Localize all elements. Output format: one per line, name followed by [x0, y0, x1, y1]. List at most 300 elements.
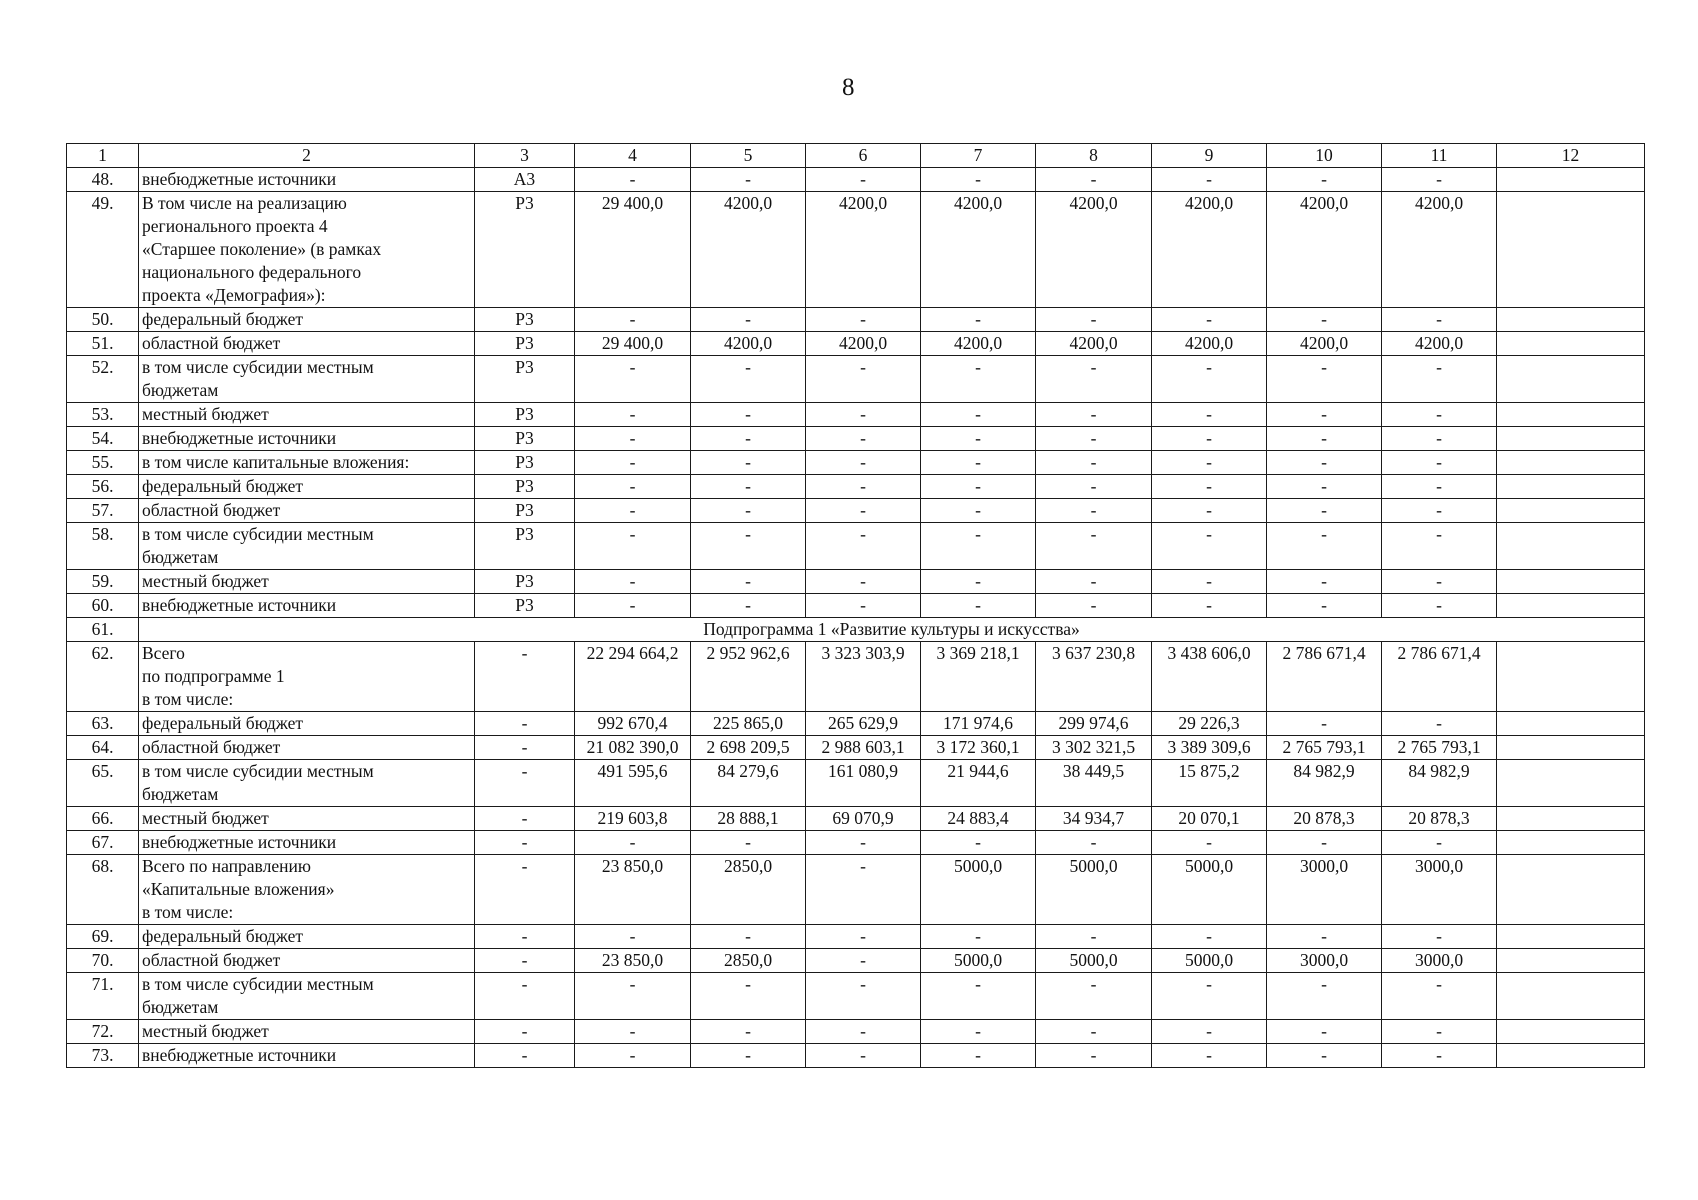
value-cell: 2 786 671,4 — [1382, 642, 1497, 712]
value-cell: - — [1382, 594, 1497, 618]
row-number: 66. — [67, 807, 139, 831]
value-cell: - — [1036, 475, 1152, 499]
value-cell: - — [1382, 1020, 1497, 1044]
value-cell: - — [921, 1020, 1036, 1044]
column-12-cell — [1497, 499, 1645, 523]
column-12-cell — [1497, 1044, 1645, 1068]
row-name: В том числе на реализацию регионального проекта 4 «Старшее поколение» (в рамках национального федерального проекта «Демография»): — [139, 192, 475, 308]
value-cell: - — [691, 570, 806, 594]
value-cell: - — [691, 308, 806, 332]
value-cell: - — [691, 1044, 806, 1068]
row-code: - — [475, 736, 575, 760]
value-cell: 3000,0 — [1267, 855, 1382, 925]
row-number: 70. — [67, 949, 139, 973]
value-cell: - — [1036, 925, 1152, 949]
value-cell: - — [1152, 427, 1267, 451]
value-cell: - — [575, 475, 691, 499]
column-12-cell — [1497, 427, 1645, 451]
value-cell: - — [575, 403, 691, 427]
value-cell: - — [575, 523, 691, 570]
value-cell: 29 400,0 — [575, 192, 691, 308]
table-row — [67, 523, 1645, 570]
value-cell: 29 226,3 — [1152, 712, 1267, 736]
value-cell: - — [1382, 451, 1497, 475]
row-name: внебюджетные источники — [139, 1044, 475, 1068]
row-number: 60. — [67, 594, 139, 618]
row-name: областной бюджет — [139, 949, 475, 973]
value-cell: - — [575, 168, 691, 192]
value-cell: - — [1267, 475, 1382, 499]
value-cell: - — [691, 403, 806, 427]
row-name: местный бюджет — [139, 807, 475, 831]
value-cell: - — [1152, 570, 1267, 594]
row-code: - — [475, 1044, 575, 1068]
value-cell: - — [921, 308, 1036, 332]
value-cell: 4200,0 — [806, 332, 921, 356]
value-cell: 5000,0 — [1152, 855, 1267, 925]
value-cell: 34 934,7 — [1036, 807, 1152, 831]
value-cell: 4200,0 — [691, 332, 806, 356]
value-cell: 2850,0 — [691, 949, 806, 973]
value-cell: - — [691, 973, 806, 1020]
row-name: в том числе субсидии местным бюджетам — [139, 356, 475, 403]
value-cell: - — [1036, 403, 1152, 427]
value-cell: - — [1382, 712, 1497, 736]
value-cell: 4200,0 — [921, 332, 1036, 356]
value-cell: - — [1382, 523, 1497, 570]
value-cell: - — [1267, 831, 1382, 855]
table-row — [67, 192, 1645, 308]
value-cell: - — [1036, 523, 1152, 570]
value-cell: 4200,0 — [921, 192, 1036, 308]
table-row — [67, 168, 1645, 192]
value-cell: - — [921, 168, 1036, 192]
value-cell: - — [1152, 168, 1267, 192]
value-cell: - — [1152, 1044, 1267, 1068]
table-row — [67, 1020, 1645, 1044]
column-12-cell — [1497, 642, 1645, 712]
value-cell: - — [691, 356, 806, 403]
header-cell: 9 — [1152, 144, 1267, 168]
header-cell: 8 — [1036, 144, 1152, 168]
column-12-cell — [1497, 973, 1645, 1020]
value-cell: - — [1152, 1020, 1267, 1044]
page-number-text: 8 — [842, 74, 855, 101]
value-cell: - — [1382, 427, 1497, 451]
row-number: 64. — [67, 736, 139, 760]
row-code: - — [475, 807, 575, 831]
value-cell: - — [1267, 308, 1382, 332]
value-cell: - — [1036, 499, 1152, 523]
value-cell: 3000,0 — [1382, 949, 1497, 973]
row-code: Р3 — [475, 427, 575, 451]
value-cell: - — [1267, 712, 1382, 736]
column-12-cell — [1497, 451, 1645, 475]
value-cell: - — [921, 451, 1036, 475]
value-cell: - — [1152, 403, 1267, 427]
row-number: 57. — [67, 499, 139, 523]
value-cell: 38 449,5 — [1036, 760, 1152, 807]
value-cell: 3 369 218,1 — [921, 642, 1036, 712]
value-cell: - — [575, 451, 691, 475]
value-cell: - — [575, 1020, 691, 1044]
value-cell: 4200,0 — [1152, 332, 1267, 356]
row-number: 62. — [67, 642, 139, 712]
row-number: 68. — [67, 855, 139, 925]
value-cell: - — [575, 1044, 691, 1068]
value-cell: - — [921, 403, 1036, 427]
row-name: внебюджетные источники — [139, 168, 475, 192]
row-code: Р3 — [475, 308, 575, 332]
value-cell: - — [806, 523, 921, 570]
value-cell: 69 070,9 — [806, 807, 921, 831]
value-cell: - — [691, 499, 806, 523]
value-cell: - — [1267, 594, 1382, 618]
value-cell: 992 670,4 — [575, 712, 691, 736]
value-cell: 171 974,6 — [921, 712, 1036, 736]
value-cell: - — [1036, 1044, 1152, 1068]
value-cell: - — [806, 1020, 921, 1044]
table-row — [67, 451, 1645, 475]
row-code: А3 — [475, 168, 575, 192]
value-cell: - — [691, 427, 806, 451]
value-cell: 299 974,6 — [1036, 712, 1152, 736]
column-12-cell — [1497, 736, 1645, 760]
value-cell: 4200,0 — [1152, 192, 1267, 308]
value-cell: 28 888,1 — [691, 807, 806, 831]
column-12-cell — [1497, 168, 1645, 192]
value-cell: - — [1152, 499, 1267, 523]
value-cell: 21 944,6 — [921, 760, 1036, 807]
row-number: 51. — [67, 332, 139, 356]
value-cell: - — [1036, 973, 1152, 1020]
row-name: местный бюджет — [139, 570, 475, 594]
value-cell: 22 294 664,2 — [575, 642, 691, 712]
value-cell: - — [1152, 594, 1267, 618]
row-code: Р3 — [475, 475, 575, 499]
value-cell: - — [1152, 973, 1267, 1020]
value-cell: - — [575, 594, 691, 618]
row-number: 52. — [67, 356, 139, 403]
row-name: в том числе субсидии местным бюджетам — [139, 973, 475, 1020]
value-cell: - — [921, 475, 1036, 499]
value-cell: - — [691, 594, 806, 618]
column-12-cell — [1497, 403, 1645, 427]
row-code: - — [475, 642, 575, 712]
row-number: 61. — [67, 618, 139, 642]
column-12-cell — [1497, 308, 1645, 332]
header-cell: 5 — [691, 144, 806, 168]
value-cell: - — [806, 925, 921, 949]
value-cell: 265 629,9 — [806, 712, 921, 736]
header-cell: 12 — [1497, 144, 1645, 168]
value-cell: - — [1382, 1044, 1497, 1068]
column-12-cell — [1497, 594, 1645, 618]
value-cell: - — [1036, 594, 1152, 618]
value-cell: 2 698 209,5 — [691, 736, 806, 760]
table-row — [67, 308, 1645, 332]
value-cell: - — [1267, 499, 1382, 523]
row-code: Р3 — [475, 356, 575, 403]
row-number: 48. — [67, 168, 139, 192]
value-cell: 84 982,9 — [1382, 760, 1497, 807]
value-cell: 161 080,9 — [806, 760, 921, 807]
value-cell: - — [921, 427, 1036, 451]
table-row — [67, 973, 1645, 1020]
row-code: - — [475, 855, 575, 925]
value-cell: - — [921, 523, 1036, 570]
row-code: Р3 — [475, 332, 575, 356]
row-code: - — [475, 712, 575, 736]
value-cell: 219 603,8 — [575, 807, 691, 831]
row-name: Всего по подпрограмме 1 в том числе: — [139, 642, 475, 712]
row-number: 50. — [67, 308, 139, 332]
row-number: 54. — [67, 427, 139, 451]
value-cell: - — [921, 973, 1036, 1020]
table-row — [67, 855, 1645, 925]
value-cell: - — [806, 973, 921, 1020]
value-cell: 15 875,2 — [1152, 760, 1267, 807]
value-cell: - — [921, 570, 1036, 594]
table-row — [67, 736, 1645, 760]
value-cell: - — [1267, 427, 1382, 451]
value-cell: 3 389 309,6 — [1152, 736, 1267, 760]
column-12-cell — [1497, 332, 1645, 356]
row-name: в том числе субсидии местным бюджетам — [139, 760, 475, 807]
value-cell: - — [1036, 1020, 1152, 1044]
row-number: 58. — [67, 523, 139, 570]
value-cell: - — [1382, 475, 1497, 499]
value-cell: - — [806, 168, 921, 192]
row-name: в том числе капитальные вложения: — [139, 451, 475, 475]
value-cell: 4200,0 — [1267, 332, 1382, 356]
row-number: 69. — [67, 925, 139, 949]
value-cell: 21 082 390,0 — [575, 736, 691, 760]
row-name: федеральный бюджет — [139, 308, 475, 332]
value-cell: - — [1267, 523, 1382, 570]
value-cell: 491 595,6 — [575, 760, 691, 807]
value-cell: - — [1267, 1020, 1382, 1044]
value-cell: - — [921, 356, 1036, 403]
header-cell: 2 — [139, 144, 475, 168]
row-number: 49. — [67, 192, 139, 308]
value-cell: 4200,0 — [1036, 192, 1152, 308]
value-cell: 20 878,3 — [1382, 807, 1497, 831]
value-cell: - — [575, 356, 691, 403]
value-cell: - — [691, 831, 806, 855]
row-name: федеральный бюджет — [139, 712, 475, 736]
value-cell: 23 850,0 — [575, 855, 691, 925]
row-code: - — [475, 760, 575, 807]
value-cell: - — [806, 356, 921, 403]
value-cell: - — [1152, 356, 1267, 403]
row-code: - — [475, 831, 575, 855]
value-cell: - — [806, 403, 921, 427]
value-cell: - — [806, 1044, 921, 1068]
row-code: - — [475, 973, 575, 1020]
row-name: местный бюджет — [139, 1020, 475, 1044]
value-cell: - — [1152, 475, 1267, 499]
value-cell: - — [575, 427, 691, 451]
header-cell: 10 — [1267, 144, 1382, 168]
table-row — [67, 925, 1645, 949]
column-12-cell — [1497, 523, 1645, 570]
row-number: 72. — [67, 1020, 139, 1044]
value-cell: 3 438 606,0 — [1152, 642, 1267, 712]
value-cell: 3 323 303,9 — [806, 642, 921, 712]
value-cell: 5000,0 — [921, 855, 1036, 925]
value-cell: - — [806, 451, 921, 475]
table-row — [67, 332, 1645, 356]
row-name: областной бюджет — [139, 332, 475, 356]
value-cell: 20 878,3 — [1267, 807, 1382, 831]
row-code: Р3 — [475, 451, 575, 475]
column-12-cell — [1497, 712, 1645, 736]
value-cell: - — [691, 451, 806, 475]
table-row — [67, 618, 1645, 642]
row-number: 56. — [67, 475, 139, 499]
value-cell: - — [575, 308, 691, 332]
value-cell: - — [1382, 831, 1497, 855]
column-12-cell — [1497, 807, 1645, 831]
table-row — [67, 499, 1645, 523]
value-cell: 2 765 793,1 — [1382, 736, 1497, 760]
value-cell: 29 400,0 — [575, 332, 691, 356]
row-name: в том числе субсидии местным бюджетам — [139, 523, 475, 570]
table-body — [67, 144, 1645, 1068]
column-12-cell — [1497, 475, 1645, 499]
value-cell: - — [1382, 356, 1497, 403]
row-name: местный бюджет — [139, 403, 475, 427]
row-name: федеральный бюджет — [139, 475, 475, 499]
value-cell: - — [1267, 925, 1382, 949]
value-cell: - — [691, 523, 806, 570]
value-cell: - — [1267, 168, 1382, 192]
row-number: 63. — [67, 712, 139, 736]
value-cell: - — [1267, 403, 1382, 427]
value-cell: - — [1152, 925, 1267, 949]
value-cell: - — [921, 1044, 1036, 1068]
value-cell: - — [921, 925, 1036, 949]
table-row — [67, 642, 1645, 712]
value-cell: - — [575, 831, 691, 855]
value-cell: 4200,0 — [691, 192, 806, 308]
value-cell: 2 988 603,1 — [806, 736, 921, 760]
row-name: внебюджетные источники — [139, 594, 475, 618]
header-cell: 7 — [921, 144, 1036, 168]
value-cell: 2 952 962,6 — [691, 642, 806, 712]
value-cell: 4200,0 — [1382, 192, 1497, 308]
row-code: Р3 — [475, 594, 575, 618]
value-cell: - — [691, 168, 806, 192]
value-cell: - — [1036, 451, 1152, 475]
value-cell: - — [806, 499, 921, 523]
value-cell: 3000,0 — [1267, 949, 1382, 973]
header-row — [67, 144, 1645, 168]
budget-table — [66, 143, 1645, 1068]
value-cell: - — [806, 949, 921, 973]
value-cell: 20 070,1 — [1152, 807, 1267, 831]
row-code: - — [475, 1020, 575, 1044]
column-12-cell — [1497, 925, 1645, 949]
table-row — [67, 475, 1645, 499]
value-cell: 5000,0 — [921, 949, 1036, 973]
value-cell: - — [1382, 925, 1497, 949]
header-cell: 1 — [67, 144, 139, 168]
value-cell: - — [1382, 168, 1497, 192]
value-cell: 23 850,0 — [575, 949, 691, 973]
value-cell: 4200,0 — [1267, 192, 1382, 308]
table-row — [67, 831, 1645, 855]
value-cell: 2850,0 — [691, 855, 806, 925]
row-number: 67. — [67, 831, 139, 855]
row-code: Р3 — [475, 192, 575, 308]
row-code: Р3 — [475, 499, 575, 523]
value-cell: - — [1036, 831, 1152, 855]
value-cell: - — [575, 973, 691, 1020]
value-cell: 5000,0 — [1036, 949, 1152, 973]
value-cell: - — [1382, 973, 1497, 1020]
value-cell: - — [806, 475, 921, 499]
row-code: Р3 — [475, 570, 575, 594]
value-cell: - — [1152, 831, 1267, 855]
value-cell: - — [1036, 356, 1152, 403]
value-cell: - — [921, 594, 1036, 618]
table-row — [67, 403, 1645, 427]
subprogram-heading: Подпрограмма 1 «Развитие культуры и искусства» — [139, 618, 1645, 642]
value-cell: - — [1036, 570, 1152, 594]
value-cell: - — [575, 570, 691, 594]
header-cell: 3 — [475, 144, 575, 168]
row-number: 55. — [67, 451, 139, 475]
table-row — [67, 356, 1645, 403]
column-12-cell — [1497, 570, 1645, 594]
row-name: областной бюджет — [139, 736, 475, 760]
value-cell: 225 865,0 — [691, 712, 806, 736]
value-cell: - — [1036, 427, 1152, 451]
table-row — [67, 1044, 1645, 1068]
value-cell: 4200,0 — [1382, 332, 1497, 356]
row-number: 59. — [67, 570, 139, 594]
value-cell: 2 765 793,1 — [1267, 736, 1382, 760]
table-row — [67, 949, 1645, 973]
value-cell: - — [921, 499, 1036, 523]
row-number: 71. — [67, 973, 139, 1020]
value-cell: 5000,0 — [1036, 855, 1152, 925]
value-cell: 4200,0 — [1036, 332, 1152, 356]
value-cell: - — [1267, 570, 1382, 594]
column-12-cell — [1497, 855, 1645, 925]
value-cell: 84 982,9 — [1267, 760, 1382, 807]
value-cell: - — [806, 308, 921, 332]
value-cell: - — [1382, 570, 1497, 594]
value-cell: 2 786 671,4 — [1267, 642, 1382, 712]
table-row — [67, 807, 1645, 831]
value-cell: 84 279,6 — [691, 760, 806, 807]
header-cell: 11 — [1382, 144, 1497, 168]
header-cell: 4 — [575, 144, 691, 168]
row-name: внебюджетные источники — [139, 831, 475, 855]
value-cell: - — [1036, 168, 1152, 192]
value-cell: - — [806, 831, 921, 855]
row-name: Всего по направлению «Капитальные вложения» в том числе: — [139, 855, 475, 925]
value-cell: 3 302 321,5 — [1036, 736, 1152, 760]
value-cell: 3000,0 — [1382, 855, 1497, 925]
value-cell: - — [575, 499, 691, 523]
row-number: 73. — [67, 1044, 139, 1068]
row-number: 65. — [67, 760, 139, 807]
value-cell: 3 637 230,8 — [1036, 642, 1152, 712]
